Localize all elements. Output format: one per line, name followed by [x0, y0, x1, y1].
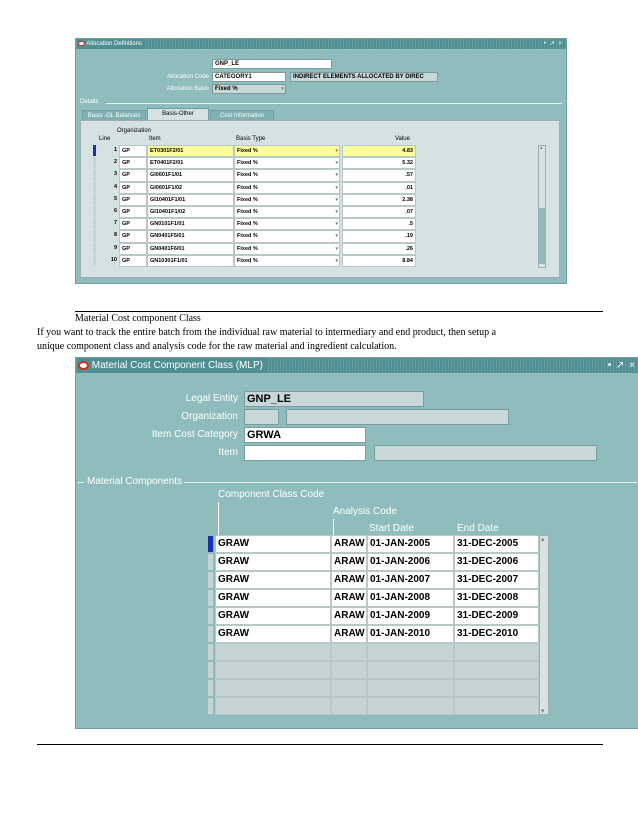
- basis-type-cell[interactable]: Fixed % ▾: [234, 169, 340, 181]
- section-heading: Material Cost component Class: [75, 313, 201, 324]
- item-cell[interactable]: GI0601F1/01: [147, 169, 234, 181]
- line-cell: 5: [99, 194, 119, 206]
- scroll-up-icon[interactable]: ▴: [541, 536, 545, 543]
- end-date-cell[interactable]: [454, 697, 539, 715]
- item-field[interactable]: [244, 445, 366, 461]
- start-date-cell[interactable]: 01-JAN-2007: [367, 571, 454, 589]
- basis-type-cell[interactable]: Fixed % ▾: [234, 206, 340, 218]
- value-cell[interactable]: .19: [342, 230, 416, 242]
- analysis-code-cell[interactable]: [331, 679, 367, 697]
- row-indicator[interactable]: [208, 626, 213, 642]
- item-cost-category-label: Item Cost Category: [151, 429, 238, 440]
- oracle-icon: [78, 361, 89, 370]
- dropdown-arrow-icon[interactable]: ▾: [335, 172, 338, 179]
- allocation-description-field: INDIRECT ELEMENTS ALLOCATED BY DIREC: [290, 72, 438, 82]
- row-indicator[interactable]: [208, 662, 213, 678]
- component-class-cell[interactable]: GRAW: [215, 607, 331, 625]
- analysis-code-cell[interactable]: [331, 661, 367, 679]
- window-controls[interactable]: • ↗ ×: [607, 360, 636, 371]
- legal-entity-field[interactable]: GNP_LE: [212, 59, 332, 69]
- value-cell[interactable]: .57: [342, 169, 416, 181]
- value-cell[interactable]: 8.84: [342, 255, 416, 267]
- allocation-basis-select[interactable]: Fixed % ▾: [212, 84, 286, 94]
- item-label: Item: [218, 447, 238, 458]
- dropdown-arrow-icon[interactable]: ▾: [335, 148, 338, 154]
- organization-cell[interactable]: GP: [119, 230, 147, 242]
- end-date-cell[interactable]: [454, 643, 539, 661]
- analysis-code-cell[interactable]: ARAW: [331, 535, 367, 553]
- scroll-up-icon[interactable]: ▴: [540, 145, 543, 151]
- component-class-header-line: [218, 502, 219, 535]
- section-rule-bottom: [37, 744, 603, 745]
- window-controls[interactable]: • ↗ ×: [544, 41, 563, 47]
- row-indicator[interactable]: [208, 680, 213, 696]
- col-organization-header: Organization: [117, 128, 152, 134]
- row-indicator[interactable]: [93, 194, 96, 205]
- analysis-code-cell[interactable]: [331, 643, 367, 661]
- line-cell: 3: [99, 169, 119, 181]
- basis-type-cell[interactable]: Fixed % ▾: [234, 157, 340, 169]
- analysis-code-cell[interactable]: ARAW: [331, 589, 367, 607]
- start-date-cell[interactable]: [367, 643, 454, 661]
- end-date-cell[interactable]: 31-DEC-2006: [454, 553, 539, 571]
- line-cell: 6: [99, 206, 119, 218]
- line-cell: 8: [99, 230, 119, 242]
- legal-entity-field: GNP_LE: [244, 391, 424, 407]
- analysis-code-cell[interactable]: ARAW: [331, 553, 367, 571]
- organization-field[interactable]: [244, 409, 279, 425]
- dropdown-arrow-icon: ▾: [281, 86, 284, 92]
- section-divider-right: [184, 482, 637, 483]
- allocation-definitions-window: [75, 38, 567, 284]
- component-class-cell[interactable]: GRAW: [215, 589, 331, 607]
- start-date-cell[interactable]: 01-JAN-2010: [367, 625, 454, 643]
- value-cell[interactable]: .07: [342, 206, 416, 218]
- organization-cell[interactable]: GP: [119, 243, 147, 255]
- row-indicator[interactable]: [208, 608, 213, 624]
- start-date-cell[interactable]: [367, 697, 454, 715]
- row-indicator[interactable]: [93, 157, 96, 168]
- organization-name-field: [286, 409, 509, 425]
- component-class-cell[interactable]: [215, 679, 331, 697]
- end-date-cell[interactable]: 31-DEC-2008: [454, 589, 539, 607]
- basis-type-cell[interactable]: Fixed % ▾: [234, 182, 340, 194]
- organization-cell[interactable]: GP: [119, 169, 147, 181]
- legal-entity-label: Legal Entity: [185, 393, 238, 404]
- line-cell: 4: [99, 182, 119, 194]
- dropdown-arrow-icon[interactable]: ▾: [335, 221, 338, 228]
- start-date-cell[interactable]: 01-JAN-2005: [367, 535, 454, 553]
- window-title-bar[interactable]: [76, 358, 638, 373]
- col-start-date-header: Start Date: [369, 523, 415, 534]
- row-indicator[interactable]: [93, 145, 96, 156]
- dropdown-arrow-icon[interactable]: ▾: [335, 184, 338, 191]
- basis-type-cell[interactable]: Fixed % ▾: [234, 194, 340, 206]
- organization-cell[interactable]: GP: [119, 145, 147, 157]
- oracle-icon: [78, 41, 85, 46]
- start-date-cell[interactable]: [367, 679, 454, 697]
- start-date-cell[interactable]: 01-JAN-2006: [367, 553, 454, 571]
- component-class-cell[interactable]: [215, 643, 331, 661]
- window-title: Allocation Definitions: [86, 41, 143, 47]
- vertical-scrollbar[interactable]: [539, 535, 549, 715]
- col-line-header: Line: [99, 136, 111, 142]
- analysis-code-cell[interactable]: [331, 697, 367, 715]
- tab-panel: [80, 120, 560, 278]
- tab-cost-information[interactable]: Cost Information: [210, 110, 274, 120]
- dropdown-arrow-icon[interactable]: ▾: [335, 160, 338, 167]
- row-indicator[interactable]: [208, 572, 213, 588]
- item-cost-category-field[interactable]: GRWA: [244, 427, 366, 443]
- dropdown-arrow-icon[interactable]: ▾: [335, 245, 338, 252]
- vertical-scrollbar[interactable]: [538, 145, 546, 268]
- item-cell[interactable]: GN0401F6/01: [147, 243, 234, 255]
- organization-cell[interactable]: GP: [119, 182, 147, 194]
- start-date-cell[interactable]: 01-JAN-2009: [367, 607, 454, 625]
- item-cell[interactable]: ET0401F2/01: [147, 157, 234, 169]
- analysis-code-cell[interactable]: ARAW: [331, 607, 367, 625]
- item-cell[interactable]: GN10301F1/01: [147, 255, 234, 267]
- col-end-date-header: End Date: [457, 523, 499, 534]
- organization-cell[interactable]: GP: [119, 255, 147, 267]
- item-cell[interactable]: GI10401F1/01: [147, 194, 234, 206]
- component-class-cell[interactable]: GRAW: [215, 535, 331, 553]
- item-description-field: [374, 445, 597, 461]
- row-indicator[interactable]: [208, 554, 213, 570]
- row-indicator[interactable]: [93, 206, 96, 217]
- basis-type-cell[interactable]: Fixed % ▾: [234, 145, 340, 157]
- row-indicator[interactable]: [93, 169, 96, 180]
- value-cell[interactable]: .5: [342, 218, 416, 230]
- allocation-code-label: Allocation Code: [166, 74, 209, 80]
- scroll-down-icon[interactable]: ▾: [541, 708, 545, 715]
- col-analysis-code-header: Analysis Code: [333, 506, 397, 517]
- organization-cell[interactable]: GP: [119, 206, 147, 218]
- basis-type-cell[interactable]: Fixed % ▾: [234, 218, 340, 230]
- value-cell[interactable]: 4.83: [342, 145, 416, 157]
- body-paragraph-line-2: unique component class and analysis code for the raw material and ingredient calculation.: [37, 341, 397, 352]
- row-indicator[interactable]: [93, 255, 96, 266]
- row-indicator[interactable]: [208, 536, 213, 552]
- tab-basis-gl-balances[interactable]: Basis -GL Balances: [82, 110, 146, 120]
- component-class-cell[interactable]: GRAW: [215, 553, 331, 571]
- dropdown-arrow-icon[interactable]: ▾: [335, 257, 338, 264]
- section-divider-left: [78, 482, 84, 483]
- basis-type-cell[interactable]: Fixed % ▾: [234, 255, 340, 267]
- row-indicator[interactable]: [93, 182, 96, 193]
- material-components-label: Material Components: [87, 476, 183, 487]
- col-item-header: Item: [149, 136, 161, 142]
- value-cell[interactable]: .01: [342, 182, 416, 194]
- organization-label: Organization: [181, 411, 238, 422]
- end-date-cell[interactable]: [454, 661, 539, 679]
- line-cell: 7: [99, 218, 119, 230]
- analysis-code-cell[interactable]: ARAW: [331, 625, 367, 643]
- value-cell[interactable]: 2.38: [342, 194, 416, 206]
- line-cell: 1: [99, 145, 119, 157]
- component-class-cell[interactable]: GRAW: [215, 571, 331, 589]
- component-class-cell[interactable]: [215, 697, 331, 715]
- start-date-cell[interactable]: [367, 661, 454, 679]
- tab-basis-other[interactable]: Basis-Other: [147, 108, 209, 120]
- end-date-cell[interactable]: 31-DEC-2010: [454, 625, 539, 643]
- component-class-cell[interactable]: [215, 661, 331, 679]
- component-class-cell[interactable]: GRAW: [215, 625, 331, 643]
- basis-type-cell[interactable]: Fixed % ▾: [234, 230, 340, 242]
- item-cell[interactable]: GN0101F1/01: [147, 218, 234, 230]
- row-indicator[interactable]: [208, 590, 213, 606]
- row-indicator[interactable]: [93, 230, 96, 241]
- line-cell: 9: [99, 243, 119, 255]
- organization-cell[interactable]: GP: [119, 218, 147, 230]
- window-title-bar[interactable]: [76, 39, 566, 49]
- line-cell: 2: [99, 157, 119, 169]
- end-date-cell[interactable]: 31-DEC-2007: [454, 571, 539, 589]
- dropdown-arrow-icon[interactable]: ▾: [335, 209, 338, 215]
- body-paragraph-line-1: If you want to track the entire batch from the individual raw material to intermediary and end product, then setup a: [37, 327, 497, 338]
- allocation-basis-label: Allocation Basis: [166, 86, 209, 92]
- material-cost-component-class-window: [75, 357, 638, 729]
- row-indicator[interactable]: [93, 243, 96, 254]
- organization-cell[interactable]: GP: [119, 194, 147, 206]
- value-cell[interactable]: .26: [342, 243, 416, 255]
- start-date-cell[interactable]: 01-JAN-2008: [367, 589, 454, 607]
- row-indicator[interactable]: [93, 218, 96, 229]
- dropdown-arrow-icon[interactable]: ▾: [335, 233, 338, 240]
- row-indicator[interactable]: [208, 698, 213, 714]
- analysis-code-cell[interactable]: ARAW: [331, 571, 367, 589]
- dropdown-arrow-icon[interactable]: ▾: [335, 196, 338, 203]
- item-cell[interactable]: GN0401F5/01: [147, 230, 234, 242]
- value-cell[interactable]: 5.32: [342, 157, 416, 169]
- end-date-cell[interactable]: [454, 679, 539, 697]
- col-basis-type-header: Basis Type: [236, 136, 266, 142]
- scrollbar-thumb[interactable]: [539, 208, 545, 264]
- row-indicator[interactable]: [208, 644, 213, 660]
- window-title: Material Cost Component Class (MLP): [91, 360, 263, 371]
- analysis-code-header-line: [333, 519, 334, 535]
- item-cell[interactable]: ET0301F2/01: [147, 145, 234, 157]
- item-cell[interactable]: GI10401F1/02: [147, 206, 234, 218]
- item-cell[interactable]: GI0601F1/02: [147, 182, 234, 194]
- end-date-cell[interactable]: 31-DEC-2009: [454, 607, 539, 625]
- section-rule-top: [75, 311, 603, 312]
- end-date-cell[interactable]: 31-DEC-2005: [454, 535, 539, 553]
- col-value-header: Value: [395, 136, 410, 142]
- col-component-class-header: Component Class Code: [218, 489, 325, 500]
- allocation-code-field[interactable]: CATEGORY1: [212, 72, 286, 82]
- organization-cell[interactable]: GP: [119, 157, 147, 169]
- basis-type-cell[interactable]: Fixed % ▾: [234, 243, 340, 255]
- line-cell: 10: [99, 255, 119, 267]
- details-label: Details: [80, 99, 99, 105]
- details-divider: [106, 103, 562, 104]
